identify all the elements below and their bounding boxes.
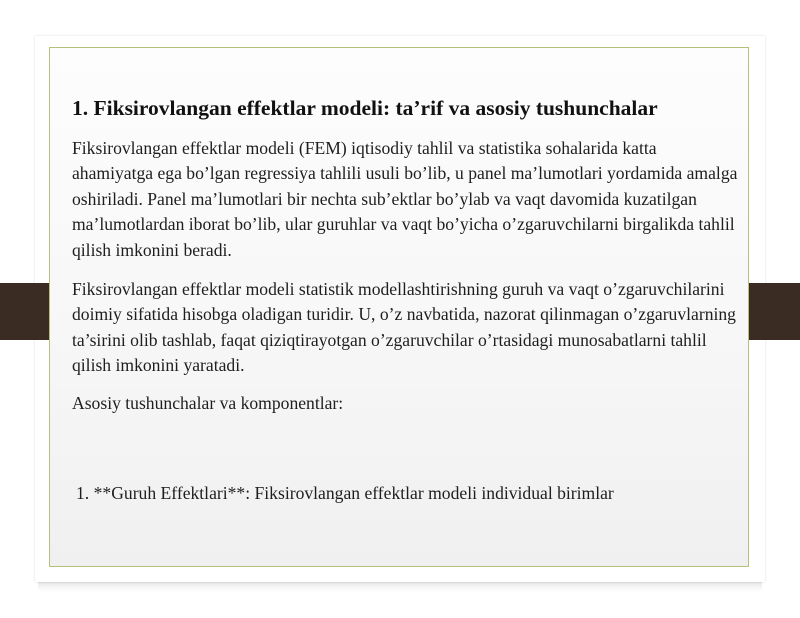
- paragraph-fem-definition: Fiksirovlangan effektlar modeli (FEM) iqtisodiy tahlil va statistika sohalarida katta ahamiyatga ega bo’lgan regressiya tahlili usuli bo’lib, u panel ma’lumotlari yordamida amalga oshiriladi. Panel ma’lumotlari bir nechta sub’ektlar bo’ylab va vaqt davomida kuzatilgan ma’lumotlardan iborat bo’lib, ular guruhlar va vaqt bo’yicha o’zgaruvchilarni birgalikda tahlil qilish imkonini beradi.: [72, 138, 738, 260]
- left-side-tab: [0, 283, 50, 340]
- paragraph-key-concepts-intro: Asosiy tushunchalar va komponentlar:: [72, 392, 344, 413]
- slide-heading: 1. Fiksirovlangan effektlar modeli: ta’rif va asosiy tushunchalar: [72, 96, 658, 120]
- list-item-group-effects: 1. **Guruh Effektlari**: Fiksirovlangan effektlar modeli individual birimlar: [76, 483, 614, 503]
- paragraph-fem-description: Fiksirovlangan effektlar modeli statistik modellashtirishning guruh va vaqt o’zgaruvchilarini doimiy sifatida hisobga oladigan turidir. U, o’z navbatida, nazorat qilinmagan o’zgaruvlarning ta’sirini olib tashlab, faqat qiziqtirayotgan o’zgaruvchilar o’rtasidagi munosabatlarni tahlil qilish imkonini yaratadi.: [72, 279, 736, 376]
- right-side-tab: [740, 283, 800, 340]
- slide-text-body: [72, 94, 742, 428]
